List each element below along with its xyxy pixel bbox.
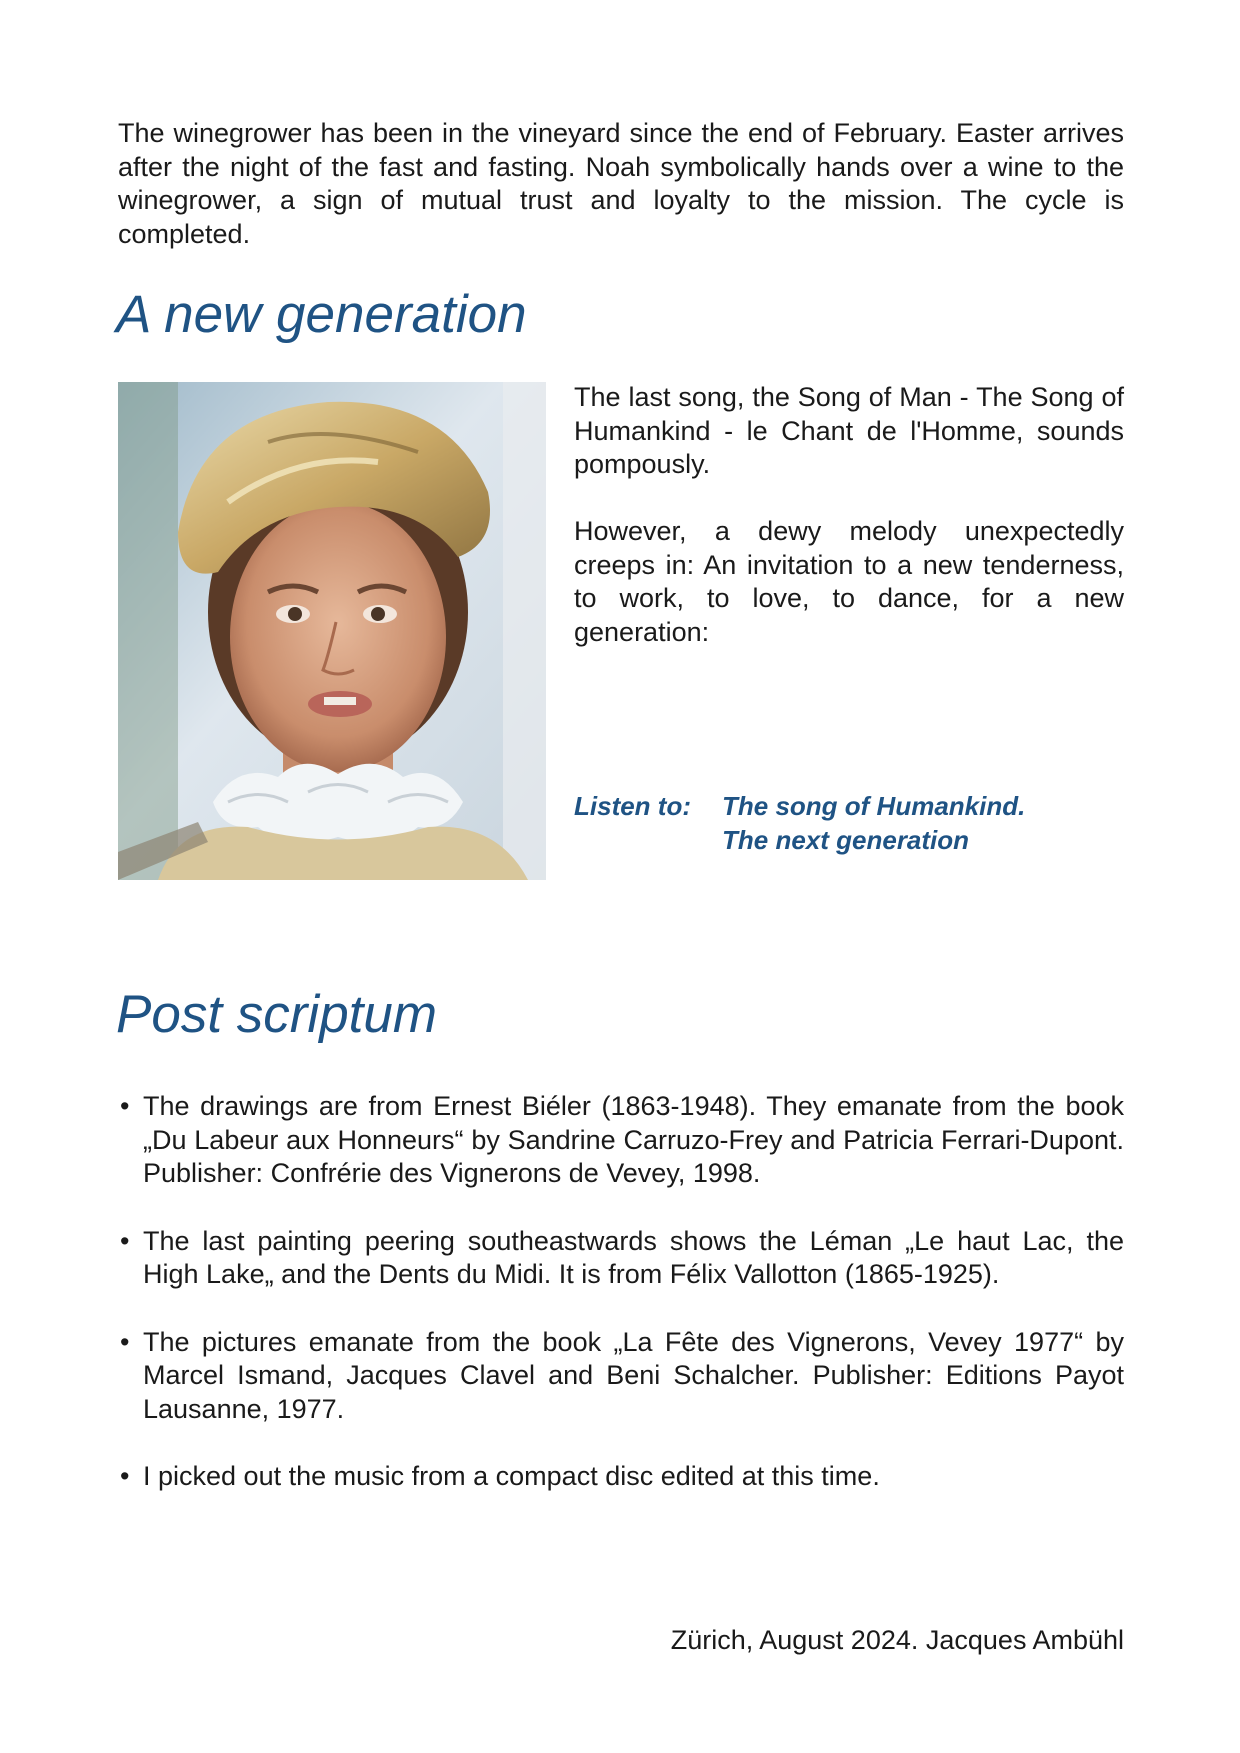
bullet-icon: • <box>120 1461 130 1491</box>
dewy-melody-paragraph: However, a dewy melody unexpectedly creeps in: An invitation to a new tenderness, to work, to love, to dance, for a new generation: <box>574 516 1124 647</box>
post-scriptum-list <box>118 1090 1124 1528</box>
song-of-man-paragraph: The last song, the Song of Man - The Song of Humankind - le Chant de l'Homme, sounds pompously. <box>574 382 1124 479</box>
bullet-icon: • <box>120 1091 130 1121</box>
heading-new-generation: A new generation <box>116 285 527 344</box>
link-song-of-humankind[interactable]: The song of Humankind. <box>722 791 1026 821</box>
bullet-icon: • <box>120 1326 130 1357</box>
link-next-generation[interactable]: The next generation <box>722 825 970 855</box>
list-item-text: The drawings are from Ernest Biéler (1863-1948). They emanate from the book „Du Labeur aux Honneurs“ by Sandrine Carruzo-Frey and Patricia Ferrari-Dupont. Publisher: Confrérie des Vignerons de Vevey, 1998. <box>143 1091 1124 1188</box>
heading-post-scriptum: Post scriptum <box>116 985 438 1044</box>
intro-paragraph: The winegrower has been in the vineyard since the end of February. Easter arrives after the night of the fast and fasting. Noah symbolically hands over a wine to the winegrower, a sign of mutual trust and loyalty to the mission. The cycle is completed. <box>118 118 1124 249</box>
signature: Zürich, August 2024. Jacques Ambühl <box>670 1625 1124 1655</box>
list-item <box>118 1225 1124 1292</box>
bullet-icon: • <box>120 1225 130 1256</box>
list-item-text: The last painting peering southeastwards shows the Léman „Le haut Lac, the High Lake„ and the Dents du Midi. It is from Félix Vallotton (1865-1925). <box>143 1225 1124 1289</box>
list-item-text: I picked out the music from a compact disc edited at this time. <box>143 1461 880 1491</box>
listen-label: Listen to: <box>574 791 691 821</box>
list-item <box>118 1090 1124 1191</box>
list-item-text: The pictures emanate from the book „La Fête des Vignerons, Vevey 1977“ by Marcel Ismand, Jacques Clavel and Beni Schalcher. Publisher: Editions Payot Lausanne, 1977. <box>143 1326 1124 1424</box>
boy-portrait-photo <box>118 382 546 880</box>
list-item <box>118 1460 1124 1494</box>
list-item <box>118 1326 1124 1427</box>
